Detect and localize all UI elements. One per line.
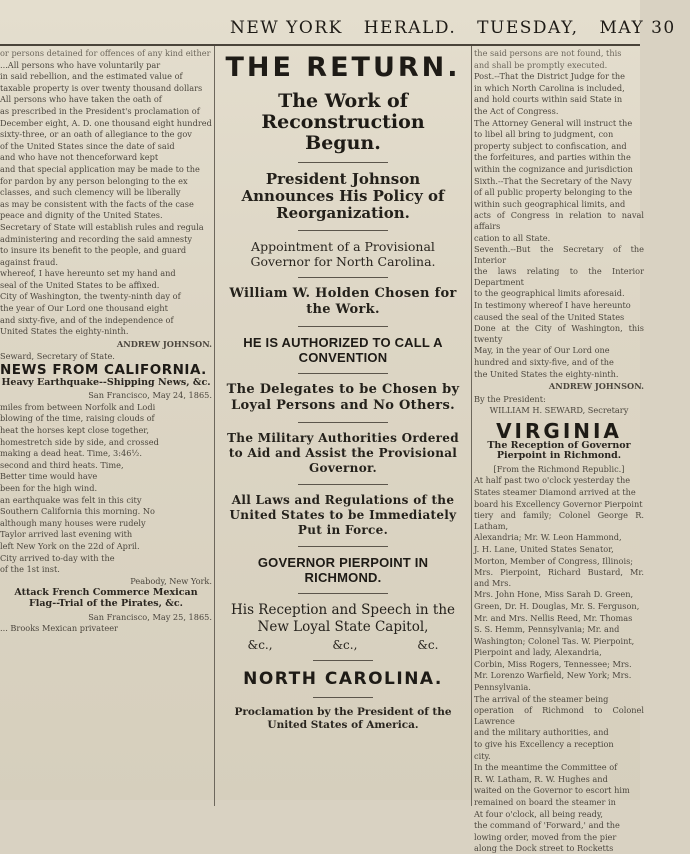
masthead-date: MAY 30 xyxy=(599,18,676,38)
right-text: and hold courts within said State in xyxy=(474,94,623,105)
right-text: to give his Excellency a reception xyxy=(474,739,614,750)
left-text: of the United States since the date of said xyxy=(0,140,175,151)
left-text: left New York on the 22d of April. xyxy=(0,540,140,551)
left-text: making a dead heat. Time, 3:46½. xyxy=(0,448,142,459)
right-text: S. S. Hemm, Pennsylvania; Mr. and xyxy=(474,624,620,635)
right-text: Mrs. Pierpoint, Richard Bustard, Mr. and Mrs. xyxy=(474,567,644,588)
deck-pierpoint: GOVERNOR PIERPOINT IN RICHMOND. xyxy=(257,555,429,585)
right-text: in which North Carolina is included, xyxy=(474,82,625,93)
right-text: property subject to confiscation, and xyxy=(474,140,627,151)
right-text: At four o'clock, all being ready, xyxy=(474,808,604,819)
center-column xyxy=(216,46,470,806)
column-rule-left xyxy=(214,46,215,806)
deck-divider xyxy=(298,162,388,163)
left-text: administering and recording the said amnesty xyxy=(0,233,192,244)
right-source: [From the Richmond Republic.] xyxy=(493,463,625,474)
deck-divider xyxy=(298,373,388,374)
right-text: along the Dock street to Rocketts xyxy=(474,843,614,854)
left-text: ...All persons who have voluntarily par xyxy=(0,59,161,70)
column-rule-right xyxy=(471,46,472,806)
right-text: Mr. and Mrs. Nellis Reed, Mr. Thomas xyxy=(474,612,633,623)
left-text: an earthquake was felt in this city xyxy=(0,494,142,505)
left-text: of the 1st inst. xyxy=(0,564,60,575)
left-text: classes, and such clemency will be liberally xyxy=(0,187,181,198)
left-text: All persons who have taken the oath of xyxy=(0,94,162,105)
right-text: within such geographical limits, and xyxy=(474,198,626,209)
right-text: The Attorney General will instruct the xyxy=(474,117,633,128)
right-text: and the military authorities, and xyxy=(474,727,609,738)
left-text: taxable property is over twenty thousand dollars xyxy=(0,82,203,93)
left-text: as prescribed in the President's proclamation of xyxy=(0,105,200,116)
left-text: Better time would have xyxy=(0,471,98,482)
right-text: cation to all State. xyxy=(474,232,551,243)
deck-convention: HE IS AUTHORIZED TO CALL A CONVENTION xyxy=(243,335,443,365)
right-text: the United States the eighty-ninth. xyxy=(474,368,619,379)
left-text: Seward, Secretary of State. xyxy=(0,351,115,362)
right-text: In testimony whereof I have hereunto xyxy=(474,300,631,311)
left-dateline: San Francisco, May 24, 1865. xyxy=(88,390,212,401)
proclamation-heading: Proclamation by the President of the United States of America. xyxy=(234,706,452,731)
left-text: to insure its benefit to the people, and guard xyxy=(0,245,187,256)
left-text: whereof, I have hereunto set my hand and xyxy=(0,268,176,279)
right-text: Green, Dr. H. Douglas, Mr. S. Ferguson, xyxy=(474,600,640,611)
right-text: J. H. Lane, United States Senator, xyxy=(474,543,614,554)
left-text: for pardon by any person belonging to the ex xyxy=(0,175,188,186)
deck-johnson-policy: President Johnson Announces His Policy of Reorganization. xyxy=(241,170,445,222)
right-text: In the meantime the Committee of xyxy=(474,762,618,773)
left-text: and that special application may be made to the xyxy=(0,163,200,174)
deck-provisional-governor: Appointment of a Provisional Governor for North Carolina. xyxy=(250,239,436,269)
left-text: United States the eighty-ninth. xyxy=(0,326,129,337)
right-text: the laws relating to the Interior Department xyxy=(474,266,644,287)
masthead xyxy=(230,18,676,44)
left-text: homestretch side by side, and crossed xyxy=(0,436,159,447)
left-text: and sixty-five, and of the independence of xyxy=(0,314,174,325)
deck-divider xyxy=(298,230,388,231)
left-text: and who have not thenceforward kept xyxy=(0,152,159,163)
right-text: Morton, Member of Congress, Illinois; xyxy=(474,555,634,566)
left-text: although many houses were rudely xyxy=(0,517,146,528)
right-text: Pennsylvania. xyxy=(474,682,531,693)
left-text: Taylor arrived last evening with xyxy=(0,529,133,540)
section-divider xyxy=(313,660,373,661)
right-text: acts of Congress in relation to naval affairs xyxy=(474,210,644,231)
right-text: and shall be promptly executed. xyxy=(474,59,608,70)
deck-reception: His Reception and Speech in the New Loyal State Capitol, xyxy=(230,602,455,635)
right-text: remained on board the steamer in xyxy=(474,797,616,807)
left-text: peace and dignity of the United States. xyxy=(0,210,163,221)
deck-divider xyxy=(298,593,388,594)
right-subheading: The Reception of Governor Pierpoint in Richmond. xyxy=(487,439,631,462)
right-text: hundred and sixty-five, and of the xyxy=(474,357,614,368)
right-text: of all public property belonging to the xyxy=(474,187,633,198)
right-text: the said persons are not found, this xyxy=(474,48,622,58)
right-section-heading-virginia: VIRGINIA xyxy=(496,419,622,443)
right-text: At half past two o'clock yesterday the xyxy=(474,475,631,486)
left-text: City arrived to-day with the xyxy=(0,552,115,563)
right-text: Washington; Colonel Tas. W. Pierpoint, xyxy=(474,635,635,646)
left-signature: ANDREW JOHNSON. xyxy=(116,338,212,349)
deck-military: The Military Authorities Ordered to Aid and Assist the Provisional Governor. xyxy=(227,431,459,475)
section-divider xyxy=(313,697,373,698)
right-text: operation of Richmond to Colonel Lawrence xyxy=(474,705,644,726)
right-text: The arrival of the steamer being xyxy=(474,693,609,704)
right-text: Sixth.--That the Secretary of the Navy xyxy=(474,175,632,186)
masthead-paper-name: NEW YORK xyxy=(230,18,343,38)
left-text: seal of the United States to be affixed. xyxy=(0,279,160,290)
right-text: Pierpoint and lady, Alexandria, xyxy=(474,647,602,658)
right-text: to the geographical limits aforesaid. xyxy=(474,288,625,299)
left-text: sixty-three, or an oath of allegiance to the gov xyxy=(0,129,192,140)
right-text: States steamer Diamond arrived at the xyxy=(474,486,636,497)
deck-divider xyxy=(298,484,388,485)
masthead-herald: HERALD. xyxy=(363,18,457,38)
right-signature: ANDREW JOHNSON. xyxy=(548,381,644,392)
right-text: WILLIAM H. SEWARD, Secretary xyxy=(489,405,629,416)
left-text: in said rebellion, and the estimated value of xyxy=(0,71,183,82)
right-text: lowing order, moved from the pier xyxy=(474,831,617,842)
right-column xyxy=(474,48,644,854)
left-text: City of Washington, the twenty-ninth day of xyxy=(0,291,181,302)
right-text: May, in the year of Our Lord one xyxy=(474,345,610,356)
left-text: Peabody, New York. xyxy=(130,575,212,586)
left-text: heat the horses kept close together, xyxy=(0,425,149,435)
masthead-day: TUESDAY, xyxy=(477,18,579,38)
left-dateline: San Francisco, May 25, 1865. xyxy=(88,611,212,622)
right-text: the forfeitures, and parties within the xyxy=(474,152,631,163)
left-text: blowing of the time, raising clouds of xyxy=(0,413,155,424)
deck-divider xyxy=(298,277,388,278)
section-heading-north-carolina: NORTH CAROLINA. xyxy=(243,669,443,689)
left-text: been for the high wind. xyxy=(0,482,98,493)
left-section-heading: NEWS FROM CALIFORNIA. xyxy=(0,362,207,379)
left-text: the year of Our Lord one thousand eight xyxy=(0,303,168,314)
left-text: Southern California this morning. No xyxy=(0,506,155,517)
main-headline: THE RETURN. xyxy=(225,52,461,83)
right-text: Corbin, Miss Rogers, Tennessee; Mrs. xyxy=(474,658,632,669)
deck-divider xyxy=(298,326,388,327)
left-text: miles from between Norfolk and Lodi xyxy=(0,401,156,412)
deck-divider xyxy=(298,546,388,547)
left-text: against fraud. xyxy=(0,256,58,267)
right-text: Done at the City of Washington, this twenty xyxy=(474,323,644,344)
deck-holden: William W. Holden Chosen for the Work. xyxy=(229,286,457,317)
right-text: Mr. Lorenzo Warfield, New York; Mrs. xyxy=(474,670,632,681)
right-text: waited on the Governor to escort him xyxy=(474,785,630,796)
left-subheading: Heavy Earthquake--Shipping News, &c. xyxy=(1,376,211,388)
left-text: Secretary of State will establish rules and regula xyxy=(0,221,204,232)
right-text: the Act of Congress. xyxy=(474,105,559,116)
right-text: to libel all bring to judgment, con xyxy=(474,129,614,140)
deck-delegates: The Delegates to be Chosen by Loyal Persons and No Others. xyxy=(226,382,460,413)
left-text: second and third heats. Time, xyxy=(0,459,124,470)
right-text: the command of 'Forward,' and the xyxy=(474,820,620,831)
right-text: R. W. Latham, R. W. Hughes and xyxy=(474,773,608,784)
deck-etc: &c., &c., &c. xyxy=(247,638,439,652)
right-text: tiery and family; Colonel George R. Latham, xyxy=(474,510,644,531)
deck-reconstruction: The Work of Reconstruction Begun. xyxy=(261,90,425,154)
right-text: caused the seal of the United States xyxy=(474,311,625,322)
left-text: December eight, A. D. one thousand eight hundred xyxy=(0,117,212,128)
left-text: as may be consistent with the facts of the case xyxy=(0,198,194,209)
right-text: Alexandria; Mr. W. Leon Hammond, xyxy=(474,532,622,543)
deck-divider xyxy=(298,422,388,423)
left-subheading: Attack French Commerce Mexican Flag--Trial of the Pirates, &c. xyxy=(14,587,198,609)
right-text: within the cognizance and jurisdiction xyxy=(474,163,633,174)
right-text: Mrs. John Hone, Miss Sarah D. Green, xyxy=(474,589,634,600)
left-column xyxy=(0,48,212,803)
right-text: Seventh.--But the Secretary of the Interior xyxy=(474,244,644,265)
right-text: By the President: xyxy=(474,393,546,404)
left-text: or persons detained for offences of any kind either xyxy=(0,48,211,58)
left-text: ... Brooks Mexican privateer xyxy=(0,623,118,634)
right-text: board his Excellency Governor Pierpoint xyxy=(474,498,643,509)
right-text: city. xyxy=(474,750,491,761)
deck-laws: All Laws and Regulations of the United States to be Immediately Put in Force. xyxy=(229,493,457,537)
right-text: Post.--That the District Judge for the xyxy=(474,71,626,82)
